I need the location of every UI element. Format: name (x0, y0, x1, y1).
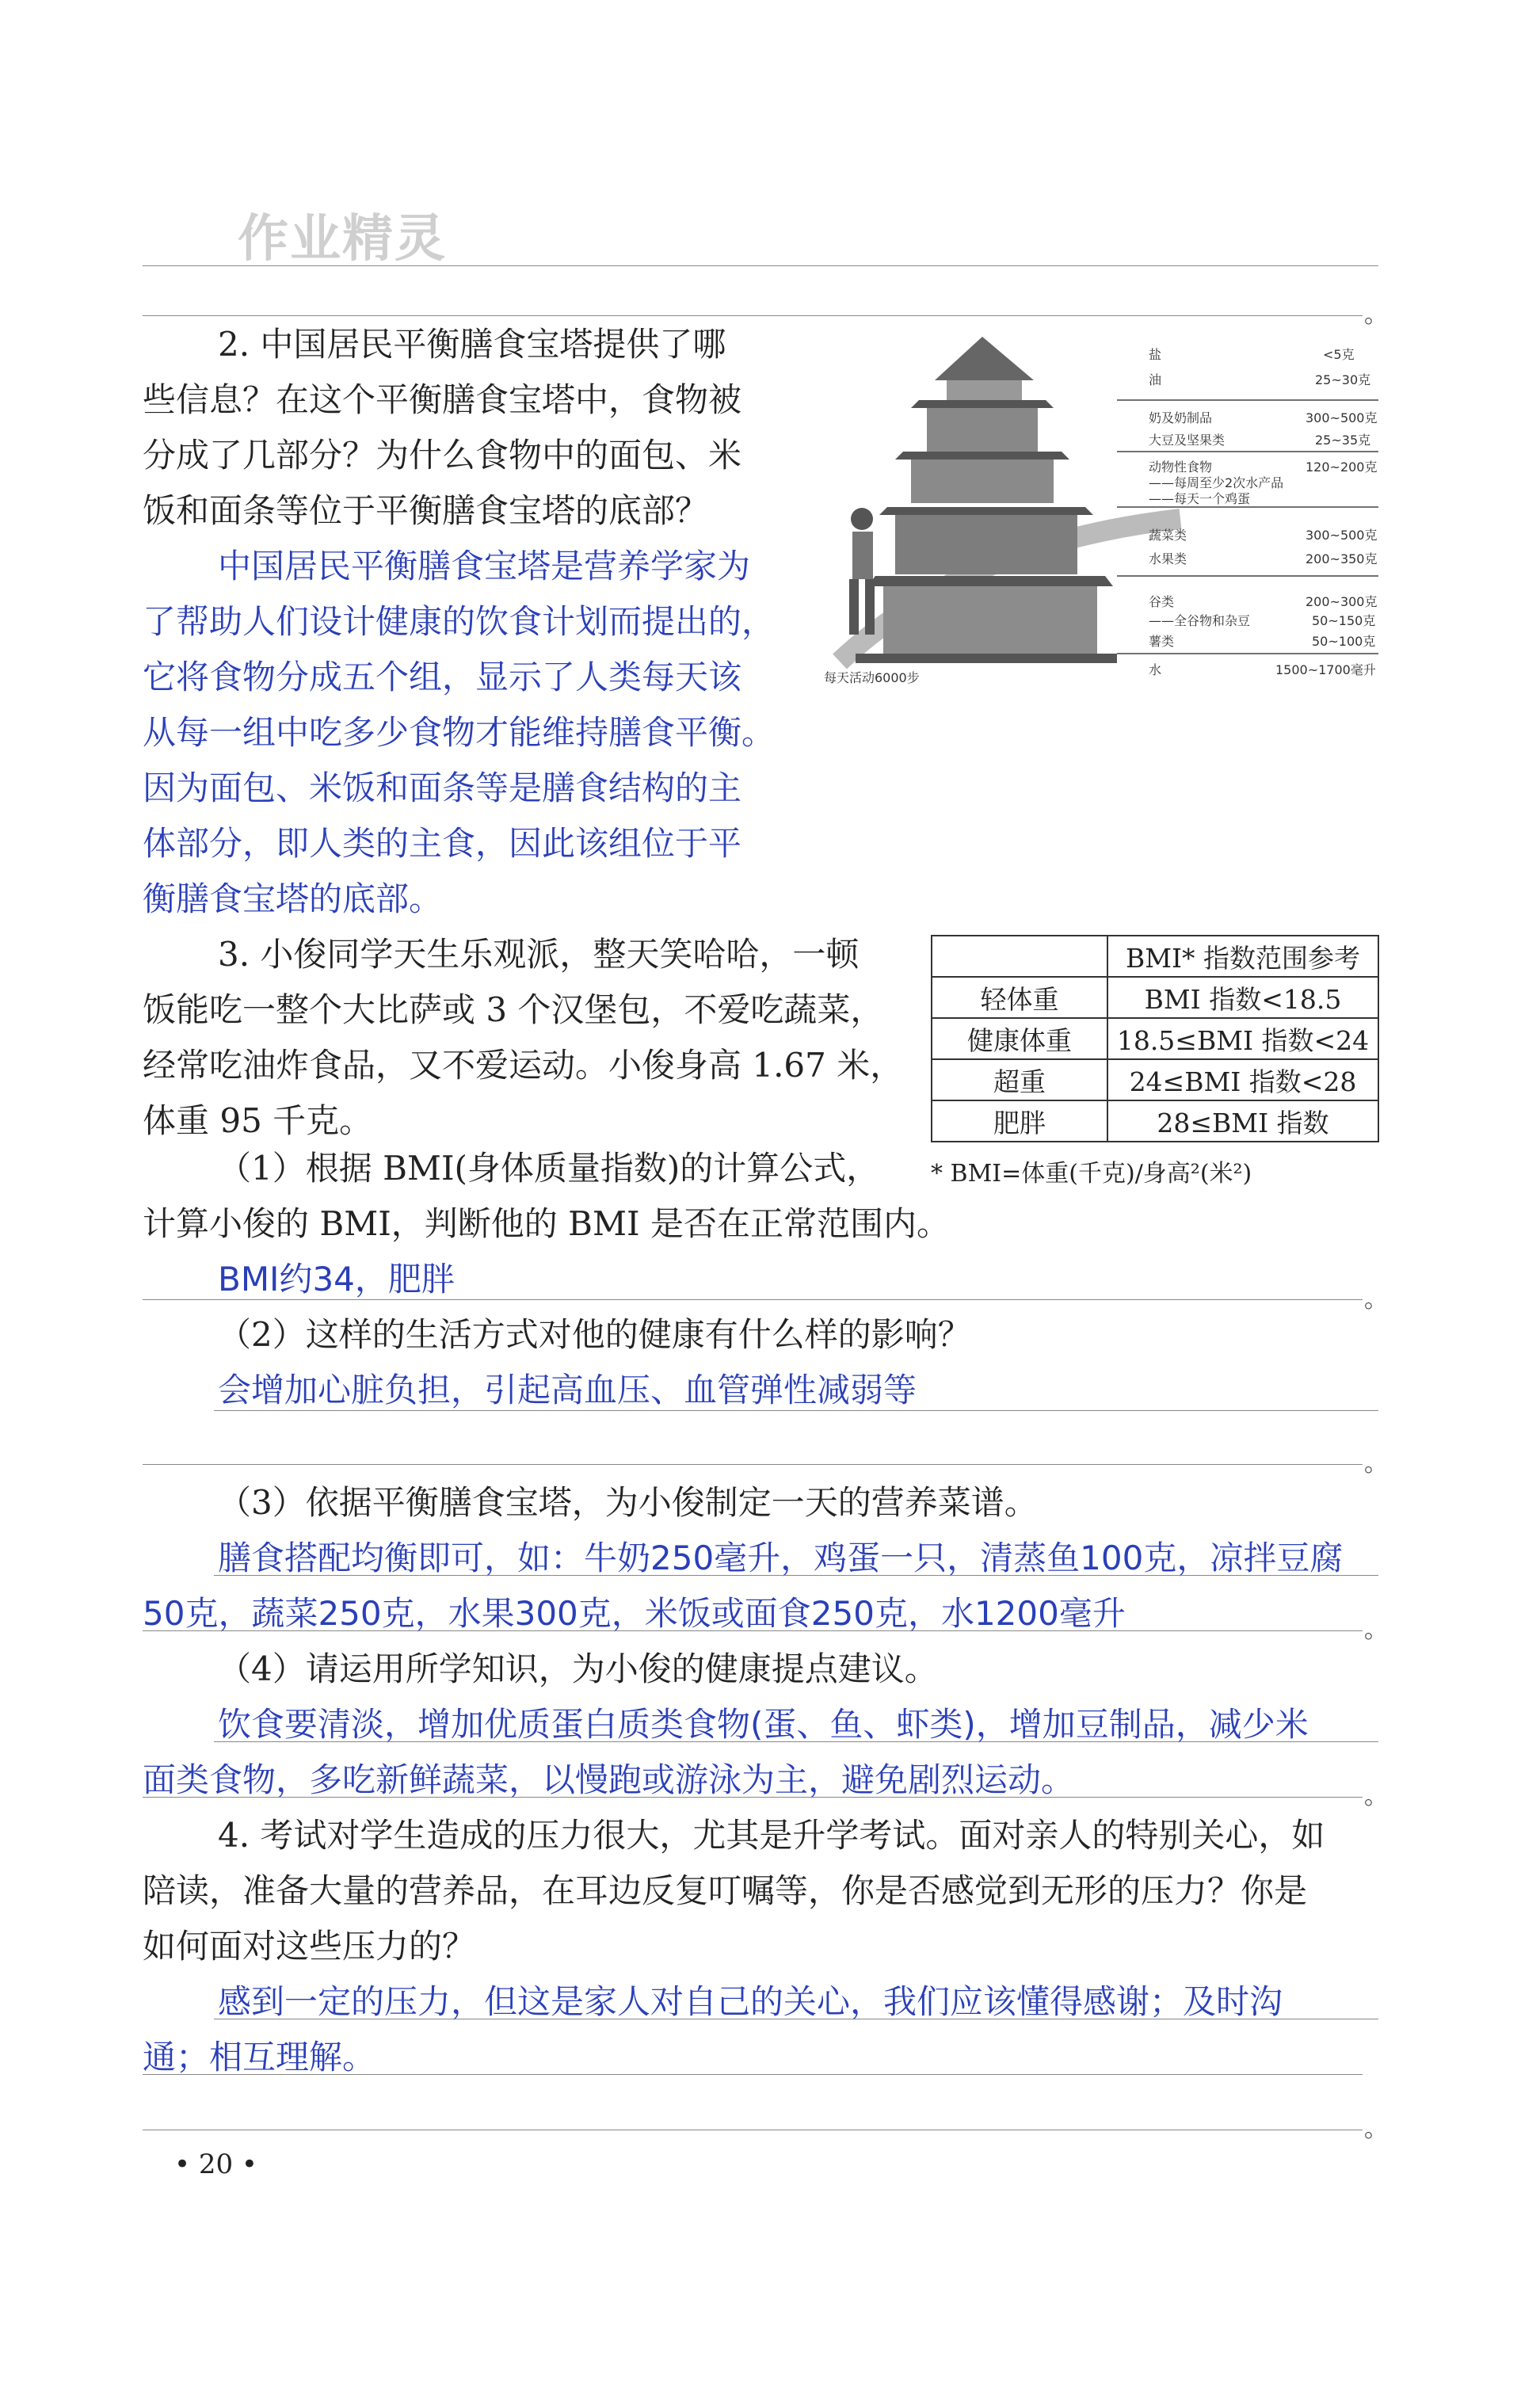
table-cell: 肥胖 (932, 1100, 1107, 1142)
pyramid-label: 水 (1149, 662, 1162, 677)
pyramid-illustration (808, 321, 1378, 693)
answer-line (143, 1630, 1363, 1631)
table-cell: 健康体重 (932, 1018, 1107, 1059)
answer-line (143, 265, 1378, 266)
table-cell: 超重 (932, 1059, 1107, 1100)
pyramid-amount: 50~150克 (1312, 613, 1376, 628)
question-text-line: 饭能吃一整个大比萨或 3 个汉堡包，不爱吃蔬菜， (143, 990, 884, 1029)
answer-line (143, 2074, 1363, 2075)
table-row (932, 1018, 1378, 1059)
answer-text-line: 从每一组中吃多少食物才能维持膳食平衡。 (143, 713, 776, 752)
watermark: 作业精灵 (238, 209, 447, 269)
pyramid-amount: 50~100克 (1312, 634, 1376, 649)
pyramid-amount: 300~500克 (1306, 528, 1378, 543)
table-row (932, 1059, 1378, 1100)
table-cell: BMI 指数<18.5 (1107, 977, 1378, 1018)
period-mark: 。 (1364, 301, 1388, 329)
sub-question-4 (143, 1642, 1309, 1808)
period-mark: 。 (1364, 1783, 1388, 1810)
pyramid-label: 大豆及坚果类 (1149, 433, 1226, 448)
period-mark: 。 (1364, 1286, 1388, 1314)
answer-line (143, 1464, 1363, 1465)
period-mark: 。 (1364, 1450, 1388, 1478)
pyramid-label: 动物性食物 (1149, 460, 1213, 475)
pyramid-caption: 每天活动6000步 (824, 670, 920, 685)
pyramid-label: 奶及奶制品 (1149, 410, 1213, 425)
question-text-line: 饭和面条等位于平衡膳食宝塔的底部？ (143, 491, 709, 530)
question-text-line: 3. 小俊同学天生乐观派，整天笑哈哈，一顿 (218, 935, 860, 974)
table-cell: 轻体重 (932, 977, 1107, 1018)
sub-question-1 (143, 1141, 950, 1307)
bmi-reference-table (931, 935, 1379, 1188)
answer-text-line: 通；相互理解。 (143, 2038, 376, 2076)
question-text: （2）这样的生活方式对他的健康有什么样的影响？ (218, 1315, 971, 1354)
question-text: （4）请运用所学知识，为小俊的健康提点建议。 (218, 1649, 938, 1688)
pyramid-label: 盐 (1149, 347, 1162, 362)
answer-text-line: 50克，蔬菜250克，水果300克，米饭或面食250克，水1200毫升 (143, 1594, 1126, 1633)
answer-text-line: 面类食物，多吃新鲜蔬菜，以慢跑或游泳为主，避免剧烈运动。 (143, 1760, 1075, 1799)
answer-text-line: 饮食要清淡，增加优质蛋白质类食物(蛋、鱼、虾类)，增加豆制品，减少米 (218, 1705, 1309, 1744)
food-pyramid-figure (808, 321, 1378, 693)
period-mark: 。 (1364, 1616, 1388, 1644)
page-number: • 20 • (174, 2149, 257, 2180)
answer-text-line: 体部分，即人类的主食，因此该组位于平 (143, 824, 742, 863)
question-text-line: 经常吃油炸食品，又不爱运动。小俊身高 1.67 米， (143, 1046, 904, 1085)
bmi-footnote: * BMI=体重(千克)/身高²(米²) (931, 1160, 1252, 1188)
pyramid-label: 谷类 (1149, 594, 1175, 609)
answer-line (143, 1299, 1363, 1300)
answer-text: BMI约34，肥胖 (218, 1260, 455, 1298)
answer-line (143, 315, 1363, 316)
question-text-line: 4. 考试对学生造成的压力很大，尤其是升学考试。面对亲人的特别关心，如 (218, 1816, 1325, 1855)
pyramid-label: 薯类 (1149, 634, 1175, 649)
period-mark: 。 (1364, 2115, 1388, 2143)
answer-text-line: 它将食物分成五个组，显示了人类每天该 (143, 658, 742, 696)
table-cell: 24≤BMI 指数<28 (1107, 1059, 1378, 1100)
question-text-line: 陪读，准备大量的营养品，在耳边反复叮嘱等，你是否感觉到无形的压力？你是 (143, 1871, 1308, 1910)
question-text-line: 分成了几部分？为什么食物中的面包、米 (143, 436, 742, 475)
answer-line (214, 1410, 1378, 1411)
answer-text-line: 感到一定的压力，但这是家人对自己的关心，我们应该懂得感谢；及时沟 (218, 1982, 1283, 2021)
pyramid-label: ——每周至少2次水产品 (1149, 475, 1284, 490)
pyramid-amount: 200~300克 (1306, 594, 1378, 609)
question-text-line: 体重 95 千克。 (143, 1101, 373, 1140)
pyramid-amount: <5克 (1323, 347, 1355, 362)
answer-line (214, 1575, 1378, 1576)
table-row (932, 977, 1378, 1018)
answer-text-line: 衡膳食宝塔的底部。 (143, 879, 443, 918)
sub-question-3 (143, 1475, 1343, 1642)
question-text-line: 如何面对这些压力的？ (143, 1927, 476, 1966)
question-3 (143, 927, 903, 1149)
answer-text-line: 了帮助人们设计健康的饮食计划而提出的， (143, 602, 776, 641)
table-corner (932, 936, 1107, 977)
pyramid-amount: 200~350克 (1306, 551, 1378, 566)
question-text-line: 2. 中国居民平衡膳食宝塔提供了哪 (218, 325, 726, 364)
question-text-line: 些信息？在这个平衡膳食宝塔中，食物被 (143, 380, 742, 419)
question-text-line: （1）根据 BMI(身体质量指数)的计算公式， (218, 1149, 880, 1188)
pyramid-label: ——全谷物和杂豆 (1149, 613, 1251, 628)
pyramid-label: ——每天一个鸡蛋 (1149, 491, 1251, 506)
answer-text: 会增加心脏负担，引起高血压、血管弹性减弱等 (218, 1371, 917, 1409)
sub-question-2 (143, 1307, 971, 1418)
table-row (932, 1100, 1378, 1142)
question-text: （3）依据平衡膳食宝塔，为小俊制定一天的营养菜谱。 (218, 1483, 1038, 1522)
answer-line (143, 1797, 1363, 1798)
table-cell: 18.5≤BMI 指数<24 (1107, 1018, 1378, 1059)
question-2 (143, 317, 775, 927)
pyramid-amount: 120~200克 (1306, 460, 1378, 475)
pyramid-label: 蔬菜类 (1149, 528, 1187, 543)
question-text-line: 计算小俊的 BMI，判断他的 BMI 是否在正常范围内。 (143, 1204, 950, 1243)
pyramid-amount: 1500~1700毫升 (1275, 662, 1376, 677)
answer-text-line: 中国居民平衡膳食宝塔是营养学家为 (218, 547, 751, 585)
pyramid-amount: 25~35克 (1315, 433, 1371, 448)
pyramid-amount: 300~500克 (1306, 410, 1378, 425)
question-4 (143, 1808, 1325, 2085)
answer-line (214, 1741, 1378, 1742)
answer-text-line: 因为面包、米饭和面条等是膳食结构的主 (143, 768, 742, 807)
pyramid-label: 水果类 (1149, 551, 1187, 566)
pyramid-label: 油 (1149, 372, 1162, 387)
table-cell: 28≤BMI 指数 (1107, 1100, 1378, 1142)
answer-text-line: 膳食搭配均衡即可，如：牛奶250毫升，鸡蛋一只，清蒸鱼100克，凉拌豆腐 (218, 1539, 1344, 1577)
pyramid-amount: 25~30克 (1315, 372, 1371, 387)
table-header: BMI* 指数范围参考 (1107, 936, 1378, 977)
